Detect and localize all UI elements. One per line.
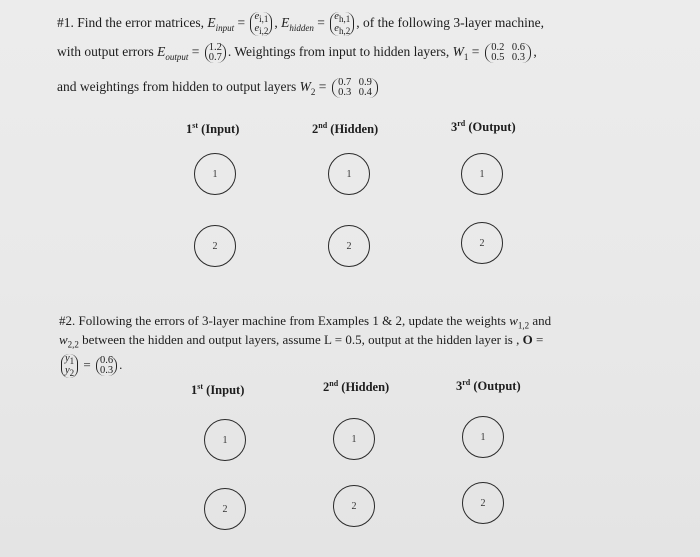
w2-symbol: W (299, 79, 311, 95)
layer1-input-heading (186, 121, 239, 137)
w12-symbol: w (509, 313, 518, 328)
matrix-cell: 0.3 (100, 365, 114, 377)
matrix-cell: 0.6 (511, 42, 525, 53)
e-hidden-symbol: E (281, 15, 290, 31)
e-input-matrix (250, 12, 272, 36)
problem1-line2: with output errors $E_{output}$ = 1.2 0.7 . Weightings from input to hidden layers, $W_1$ = 0.2 0.6 0.5 0.3 , (57, 42, 537, 63)
w2-subscript: 2 (310, 86, 316, 97)
equals-sign: = (313, 15, 329, 31)
equals-sign: = (188, 44, 203, 60)
e-hidden-subscript: hidden (289, 22, 314, 33)
heading-number: 3 (456, 379, 463, 394)
heading-number: 2 (323, 380, 330, 395)
matrix-cell-sub: 1 (69, 356, 75, 367)
problem2-line2 (59, 331, 543, 354)
hidden-node-1: 1 (328, 153, 370, 195)
matrix-cell: 0.3 (338, 87, 352, 98)
heading-number: 1 (186, 122, 193, 137)
matrix-cell-sub: 2 (69, 368, 75, 379)
w1-symbol: W (452, 44, 464, 60)
output-node-2: 2 (461, 222, 503, 264)
matrix-cell: 0.7 (338, 77, 352, 88)
output-errors-text: with output errors (57, 44, 158, 60)
heading-sup: nd (318, 121, 328, 130)
heading-label: (Hidden) (327, 122, 379, 137)
problem2-intro-text: #2. Following the errors of 3-layer machine from Examples 1 & 2, update the weights (59, 313, 510, 328)
heading-sup: nd (329, 379, 339, 388)
matrix-cell: 0.3 (511, 52, 525, 63)
equals-sign: = (315, 79, 330, 95)
layer1-hidden-heading (312, 121, 378, 137)
equals-sign: = (80, 357, 95, 373)
matrix-cell: 0.6 (100, 355, 114, 367)
weightings-text: . Weightings from input to hidden layers, (227, 44, 453, 60)
w22-symbol: w (59, 332, 68, 347)
matrix-cell: y (65, 365, 70, 377)
heading-label: (Output) (465, 120, 516, 135)
hidden-node-1: 1 (333, 418, 375, 460)
heading-sup: st (192, 121, 199, 130)
matrix-cell: 0.7 (208, 52, 222, 63)
heading-label: (Output) (470, 379, 521, 394)
layer1-output-heading (451, 119, 516, 135)
o-symbol: O (522, 332, 533, 347)
matrix-cell: e (254, 11, 260, 22)
heading-number: 2 (312, 122, 319, 137)
problem1-line1-end: , of the following 3-layer machine, (356, 15, 545, 31)
heading-sup: rd (457, 119, 466, 128)
hidden-output-weights-text: and weightings from hidden to output layers (57, 79, 300, 95)
e-output-matrix (205, 43, 226, 63)
output-node-1: 1 (462, 416, 504, 458)
layer2-hidden-heading (323, 379, 389, 395)
e-input-symbol: E (207, 15, 216, 31)
input-node-1: 1 (204, 419, 246, 461)
matrix-cell: e (334, 23, 339, 35)
heading-label: (Hidden) (338, 380, 390, 395)
w2-matrix (332, 78, 379, 98)
matrix-cell: 1.2 (208, 42, 222, 53)
w1-matrix (485, 43, 532, 63)
hidden-node-2: 2 (333, 485, 375, 527)
w1-subscript: 1 (463, 51, 469, 62)
heading-label: (Input) (203, 383, 245, 398)
input-node-1: 1 (194, 153, 236, 195)
problem1-line1: #1. Find the error matrices, $E_{input}$ = $e_{i,1}$ $e_{i,2}$ , $E_{hidden}$ = $e_{h,1}$ $e_{h,2}$ , of the following 3-layer machine, (57, 11, 545, 37)
problem2-line3: $y_1$ $y_2$ = 0.6 0.3 . (59, 354, 122, 378)
matrix-cell: 0.5 (491, 52, 505, 63)
e-input-subscript: input (215, 22, 235, 33)
problem1-line3 (57, 78, 380, 101)
output-node-2: 2 (462, 482, 504, 524)
matrix-cell: 0.9 (358, 77, 372, 88)
input-node-2: 2 (194, 225, 236, 267)
matrix-cell: 0.2 (491, 42, 505, 53)
problem2-line2-text: between the hidden and output layers, assume L = 0.5, output at the hidden layer is , (78, 332, 523, 347)
w22-subscript: 2,2 (67, 339, 79, 350)
problem2-line2-end: = (532, 332, 544, 347)
problem1-intro-text: #1. Find the error matrices, (57, 15, 208, 31)
matrix-cell: 0.4 (358, 87, 372, 98)
heading-label: (Input) (198, 122, 240, 137)
e-hidden-matrix (330, 12, 354, 36)
matrix-cell-sub: h,2 (338, 26, 351, 37)
w12-subscript: 1,2 (517, 320, 530, 331)
matrix-cell: e (334, 11, 339, 22)
heading-number: 3 (451, 120, 458, 135)
layer2-input-heading (191, 382, 244, 398)
equals-sign: = (468, 44, 483, 60)
heading-sup: rd (462, 378, 471, 387)
matrix-cell: y (65, 353, 70, 364)
hidden-node-2: 2 (328, 225, 370, 267)
heading-sup: st (197, 382, 204, 391)
heading-number: 1 (191, 383, 198, 398)
o-value-vector (96, 356, 117, 376)
problem2-line1-end: and (529, 313, 552, 328)
matrix-cell-sub: h,1 (338, 14, 351, 25)
input-node-2: 2 (204, 488, 246, 530)
layer2-output-heading (456, 378, 521, 394)
matrix-cell-sub: i,2 (259, 26, 269, 37)
e-output-subscript: output (165, 51, 189, 62)
y-vector (61, 354, 78, 378)
matrix-cell: e (254, 23, 260, 35)
matrix-cell-sub: i,1 (259, 14, 269, 25)
output-node-1: 1 (461, 153, 503, 195)
equals-sign: = (234, 15, 249, 31)
e-output-symbol: E (157, 44, 166, 60)
